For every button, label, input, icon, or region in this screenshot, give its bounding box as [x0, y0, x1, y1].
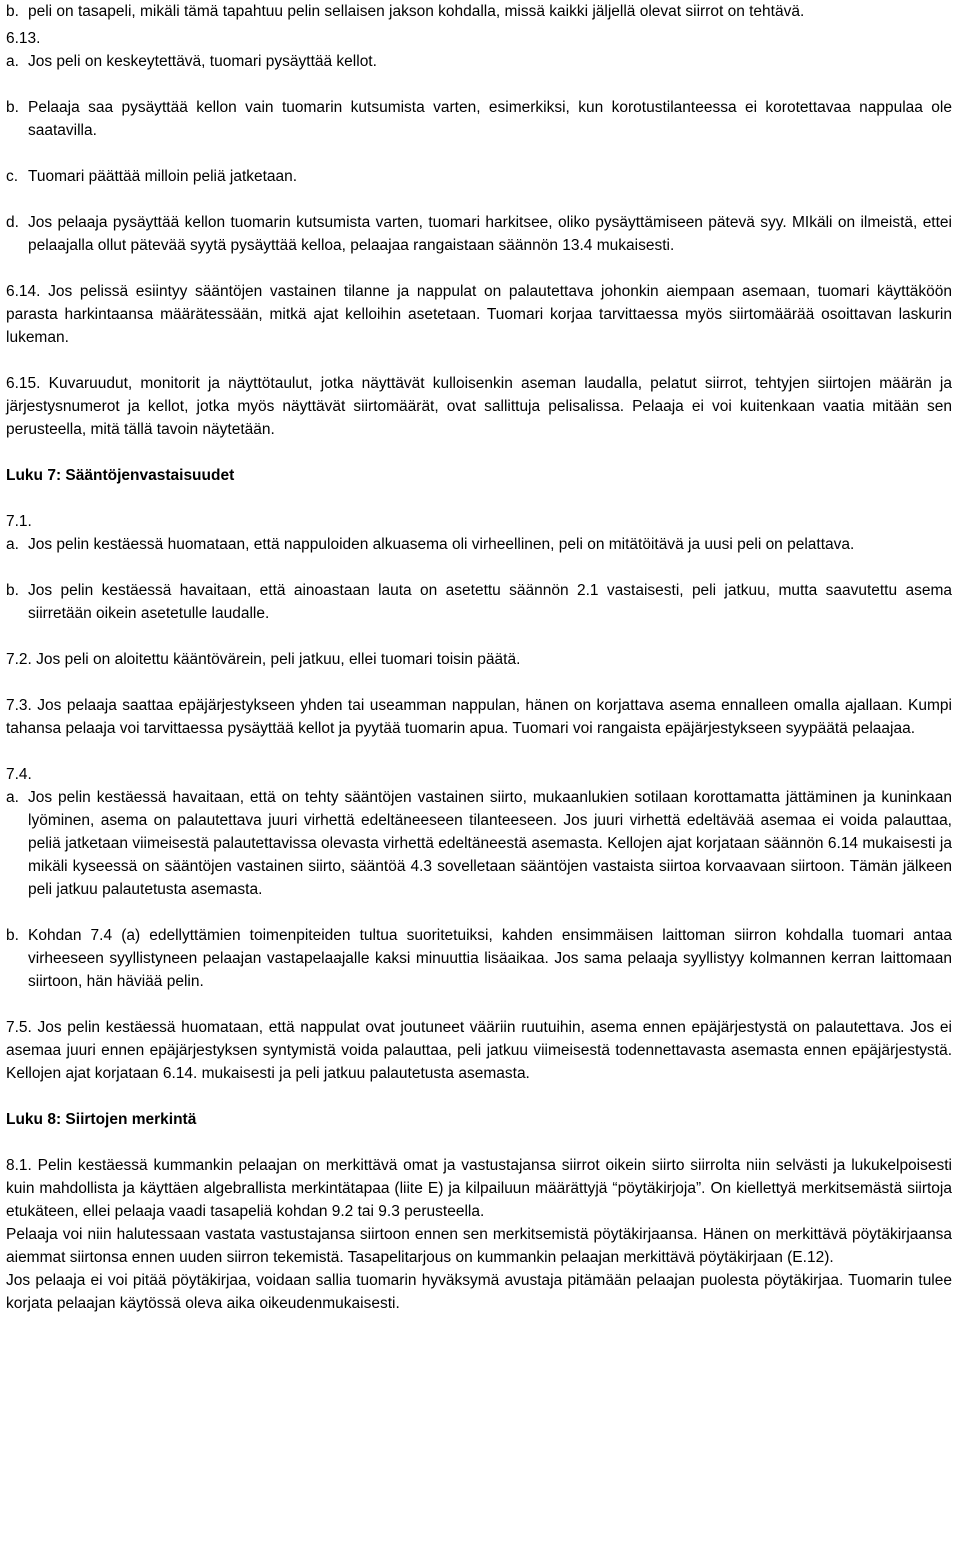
rule-6-13-b	[6, 96, 952, 142]
item-marker: b.	[6, 582, 19, 599]
rule-7-4-a	[6, 786, 952, 901]
rule-7-2: 7.2. Jos peli on aloitettu kääntövärein, peli jatkuu, ellei tuomari toisin päätä.	[6, 651, 521, 668]
item-text: Kohdan 7.4 (a) edellyttämien toimenpiteiden tultua suoritetuiksi, kahden ensimmäisen laittoman siirron kohdalla tuomari antaa virheeseen syyllistyneen pelaajan vastapelaajalle kaksi minuuttia lisäaikaa. Jos sama pelaaja syyllistyy kolmannen kerran laittomaan siirtoon, hän häviää pelin.	[28, 927, 952, 990]
item-text: peli on tasapeli, mikäli tämä tapahtuu pelin sellaisen jakson kohdalla, missä kaikki jäljellä olevat siirrot on tehtävä.	[28, 3, 805, 20]
item-marker: b.	[6, 927, 19, 944]
rule-6-14: 6.14. Jos pelissä esiintyy sääntöjen vastainen tilanne ja nappulat on palautettava johonkin aiempaan asemaan, tuomari käyttäköön parasta harkintaansa määrätessään, mitkä ajat kelloihin asetetaan. Tuomari korjaa tarvittaessa myös siirtomäärää osoittavan laskurin lukeman.	[6, 283, 952, 346]
rule-7-5: 7.5. Jos pelin kestäessä huomataan, että nappulat ovat joutuneet vääriin ruutuihin, asema ennen epäjärjestystä on palautettava. Jos ei asemaa juuri ennen epäjärjestyksen syntymistä voida palauttaa, peli jatkuu viimeisestä todennettavasta asemasta ennen epäjärjestystä. Kellojen ajat korjataan 6.14. mukaisesti ja peli jatkuu palautetusta asemasta.	[6, 1019, 952, 1082]
item-marker: a.	[6, 53, 19, 70]
rule-7-4-b	[6, 924, 952, 993]
item-marker: a.	[6, 536, 19, 553]
item-text: Jos pelin kestäessä havaitaan, että ainoastaan lauta on asetettu säännön 2.1 vastaisesti, peli jatkuu, mutta saavutettu asema siirretään oikein asetetulle laudalle.	[28, 582, 952, 622]
rule-6-13-c	[6, 165, 952, 188]
rule-8-1-p2: Pelaaja voi niin halutessaan vastata vastustajansa siirtoon ennen sen merkitsemistä pöytäkirjaansa. Hänen on merkittävä pöytäkirjaansa aiemmat siirtonsa ennen uuden siirron tekemistä. Tasapelitarjous on kummankin pelaajan merkittävä pöytäkirjaan (E.12).	[6, 1226, 952, 1266]
rule-6-13-a	[6, 50, 952, 73]
section-number-6-13: 6.13.	[6, 30, 41, 47]
rule-7-1-b	[6, 579, 952, 625]
item-text: Jos pelaaja pysäyttää kellon tuomarin kutsumista varten, tuomari harkitsee, oliko pysäyttämiseen pätevä syy. MIkäli on ilmeistä, ettei pelaajalla ollut pätevää syytä pysäyttää kelloa, pelaajaa rangaistaan säännön 13.4 mukaisesti.	[28, 214, 952, 254]
rule-6-13-d	[6, 211, 952, 257]
chapter-7-heading: Luku 7: Sääntöjenvastaisuudet	[6, 467, 235, 484]
item-marker: b.	[6, 99, 19, 116]
rule-8-1-p3: Jos pelaaja ei voi pitää pöytäkirjaa, voidaan sallia tuomarin hyväksymä avustaja pitämään pelaajan puolesta pöytäkirjaa. Tuomarin tulee korjata pelaajan käytössä oleva aika oikeudenmukaisesti.	[6, 1272, 952, 1312]
item-text: Jos pelin kestäessä havaitaan, että on tehty sääntöjen vastainen siirto, mukaanlukien sotilaan korottamatta jättäminen ja kuninkaan lyöminen, asema on palautettava juuri virhettä edeltäneeseen tilanteeseen. Jos juuri virhettä edeltävää asemaa ei voida palauttaa, peliä jatketaan viimeisestä palautettavissa olevasta virhettä edeltäneestä asemasta. Kellojen ajat korjataan säännön 6.14 mukaisesti ja mikäli kyseessä on sääntöjen vastainen siirto, sääntöä 4.3 sovelletaan sääntöjen vastaista siirtoa korvaavaan siirtoon. Tämän jälkeen peli jatkuu palautetusta asemasta.	[28, 789, 952, 898]
rule-7-1-a	[6, 533, 952, 556]
rule-7-3: 7.3. Jos pelaaja saattaa epäjärjestykseen yhden tai useamman nappulan, hänen on korjattava asema ennalleen omalla ajallaan. Kumpi tahansa pelaaja voi tarvittaessa pysäyttää kellot ja pyytää tuomarin apua. Tuomari voi rangaista epäjärjestykseen syypäätä pelaajaa.	[6, 697, 952, 737]
item-marker: b.	[6, 3, 19, 20]
rule-6-15: 6.15. Kuvaruudut, monitorit ja näyttötaulut, jotka näyttävät kulloisenkin aseman laudalla, pelatut siirrot, tehtyjen siirtojen määrän ja järjestysnumerot ja kellot, jotka myös näyttävät siirtomäärät, ovat sallittuja pelisalissa. Pelaaja ei voi kuitenkaan vaatia mitään sen perusteella, mitä tällä tavoin näytetään.	[6, 375, 952, 438]
item-marker: c.	[6, 168, 19, 185]
item-marker: a.	[6, 789, 19, 806]
section-number-7-1: 7.1.	[6, 513, 32, 530]
item-text: Pelaaja saa pysäyttää kellon vain tuomarin kutsumista varten, esimerkiksi, kun korotustilanteessa ei korotettavaa nappulaa ole saatavilla.	[28, 99, 952, 139]
section-number-7-4: 7.4.	[6, 766, 32, 783]
chapter-8-heading: Luku 8: Siirtojen merkintä	[6, 1111, 197, 1128]
item-text: Tuomari päättää milloin peliä jatketaan.	[28, 168, 298, 185]
item-marker: d.	[6, 214, 19, 231]
item-text: Jos pelin kestäessä huomataan, että nappuloiden alkuasema oli virheellinen, peli on mitätöitävä ja uusi peli on pelattava.	[28, 536, 855, 553]
item-text: Jos peli on keskeytettävä, tuomari pysäyttää kellot.	[28, 53, 377, 70]
rule-8-1-p1: 8.1. Pelin kestäessä kummankin pelaajan on merkittävä omat ja vastustajansa siirrot oikein siirto siirrolta niin selvästi ja lukukelpoisesti kuin mahdollista ja käyttäen algebrallista merkintätapaa (liite E) ja kilpailuun määrättyjä “pöytäkirjoja”. On kiellettyä merkitsemästä siirtoja etukäteen, ellei pelaaja vaadi tasapeliä kohdan 9.2 tai 9.3 perusteella.	[6, 1157, 952, 1220]
rule-6-12-b	[6, 0, 952, 23]
